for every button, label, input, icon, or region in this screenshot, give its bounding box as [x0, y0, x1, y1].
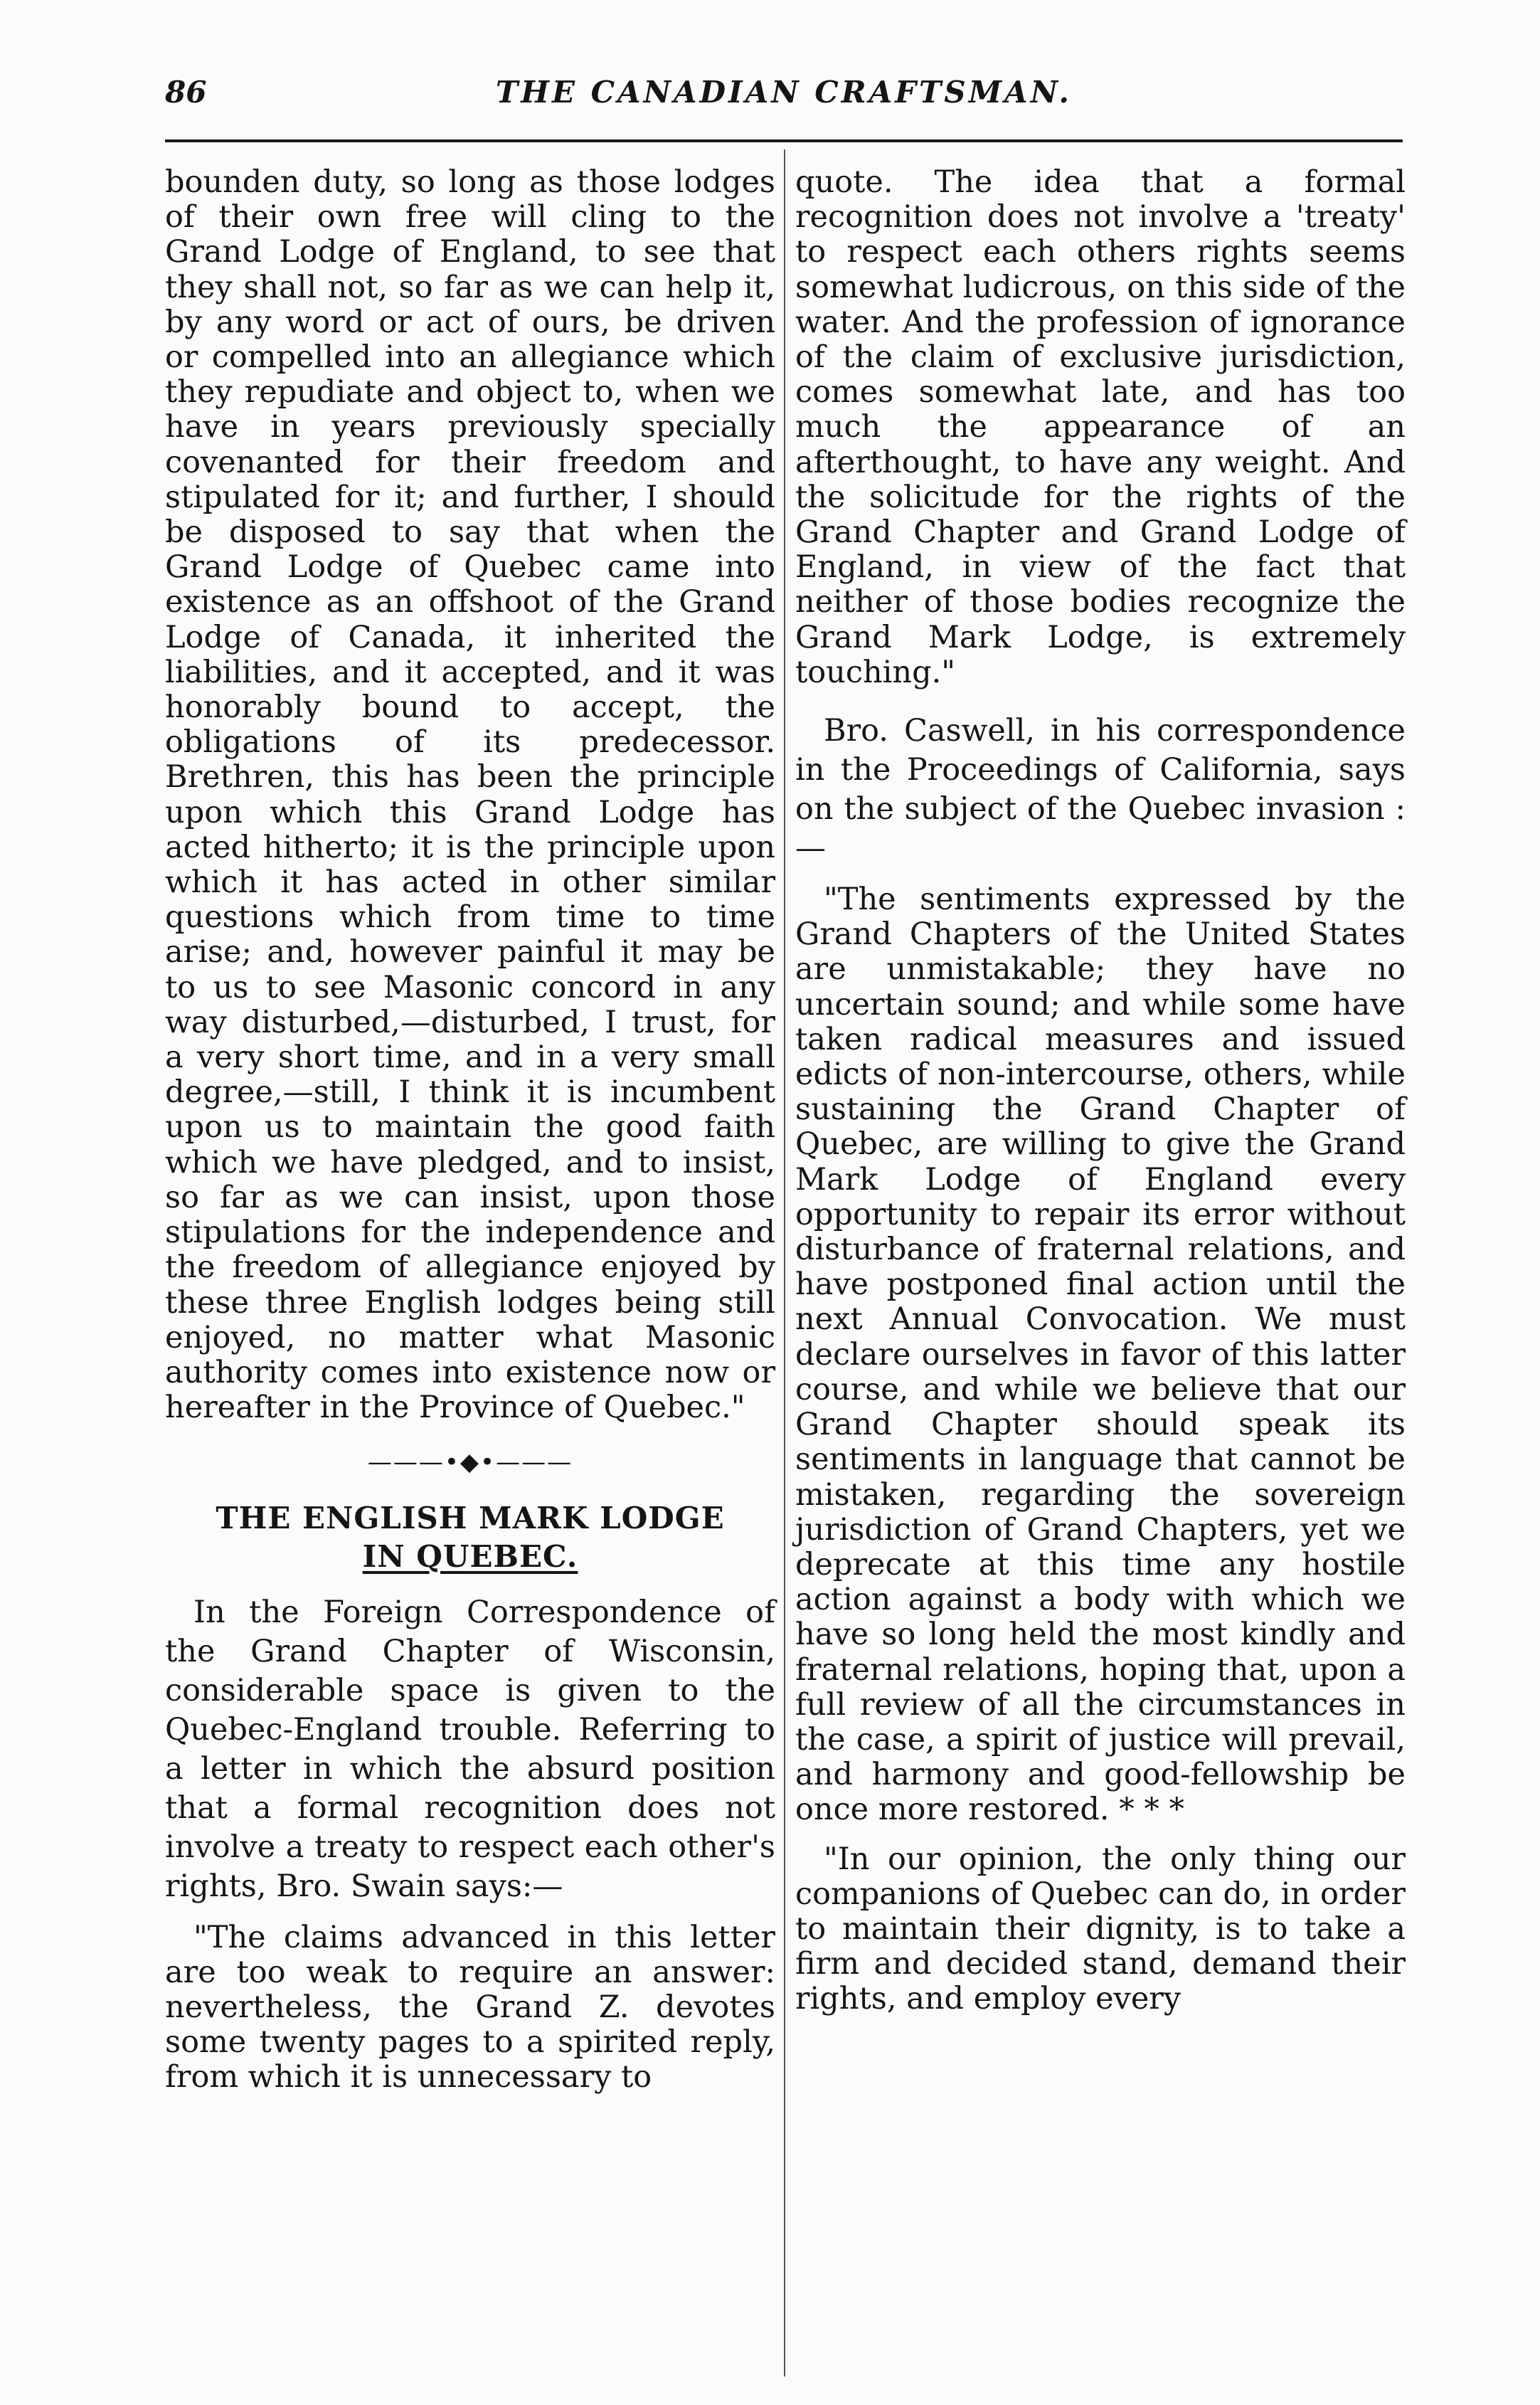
right-column	[795, 165, 1406, 2017]
right-paragraph-3: "The sentiments expressed by the Grand Chapters of the United States are unmistakable; they have no uncertain sound; and while some have taken radical measures and issued edicts of non-intercourse, others, while sustaining the Grand Chapter of Quebec, are willing to give the Grand Mark Lodge of England every opportunity to repair its error without disturbance of fraternal relations, and have postponed final action until the next Annual Convocation. We must declare ourselves in favor of this latter course, and while we believe that our Grand Chapter should speak its sentiments in language that cannot be mistaken, regarding the sovereign jurisdiction of Grand Chapters, yet we deprecate at this time any hostile action against a body with which we have so long held the most kindly and fraternal relations, hoping that, upon a full review of all the circumstances in the case, a spirit of justice will prevail, and harmony and good-fellowship be once more restored. * * *	[795, 882, 1406, 1828]
left-paragraph-1: bounden duty, so long as those lodges of their own free will cling to the Grand Lodge of England, to see that they shall not, so far as we can help it, by any word or act of ours, be driven or compelled into an allegiance which they repudiate and object to, when we have in years previously specially covenanted for their freedom and stipulated for it; and further, I should be disposed to say that when the Grand Lodge of Quebec came into existence as an offshoot of the Grand Lodge of Canada, it inherited the liabilities, and it accepted, and it was honorably bound to accept, the obligations of its predecessor. Brethren, this has been the principle upon which this Grand Lodge has acted hitherto; it is the principle upon which it has acted in other similar questions which from time to time arise; and, however painful it may be to us to see Masonic concord in any way disturbed,—disturbed, I trust, for a very short time, and in a very small degree,—still, I think it is incumbent upon us to maintain the good faith which we have pledged, and to insist, so far as we can insist, upon those stipulations for the independence and the freedom of allegiance enjoyed by these three English lodges being still enjoyed, no matter what Masonic authority comes into existence now or hereafter in the Province of Quebec."	[165, 164, 775, 1426]
page-header	[165, 75, 1403, 132]
running-title: THE CANADIAN CRAFTSMAN.	[496, 75, 1072, 110]
left-paragraph-3: "The claims advanced in this letter are too weak to require an answer: nevertheless, the Grand Z. devotes some twenty pages to a spirited reply, from which it is unnecessary to	[165, 1919, 775, 2095]
right-paragraph-1: quote. The idea that a formal recognition does not involve a 'treaty' to respect each others rights seems somewhat ludicrous, on this side of the water. And the profession of ignorance of the claim of exclusive jurisdiction, comes somewhat late, and has too much the appearance of an afterthought, to have any weight. And the solicitude for the rights of the Grand Chapter and Grand Lodge of England, in view of the fact that neither of those bodies recognize the Grand Mark Lodge, is extremely touching."	[795, 164, 1406, 690]
left-column	[165, 165, 775, 2095]
column-divider	[784, 149, 785, 2377]
header-rule	[165, 139, 1403, 142]
section-heading-line-1: THE ENGLISH MARK LODGE	[216, 1500, 725, 1536]
section-heading-line-2: IN QUEBEC.	[362, 1538, 578, 1574]
right-paragraph-2: Bro. Caswell, in his correspondence in the Proceedings of California, says on the subject of the Quebec invasion :—	[795, 713, 1406, 867]
section-ornament: ———•◆•———	[367, 1448, 573, 1477]
page-number: 86	[165, 75, 207, 110]
right-paragraph-4: "In our opinion, the only thing our companions of Quebec can do, in order to maintain their dignity, is to take a firm and decided stand, demand their rights, and employ every	[795, 1841, 1406, 2017]
section-heading	[165, 1499, 775, 1576]
left-paragraph-2: In the Foreign Correspondence of the Grand Chapter of Wisconsin, considerable space is given to the Quebec-England trouble. Referring to a letter in which the absurd position that a formal recognition does not involve a treaty to respect each other's rights, Bro. Swain says:—	[165, 1594, 775, 1904]
